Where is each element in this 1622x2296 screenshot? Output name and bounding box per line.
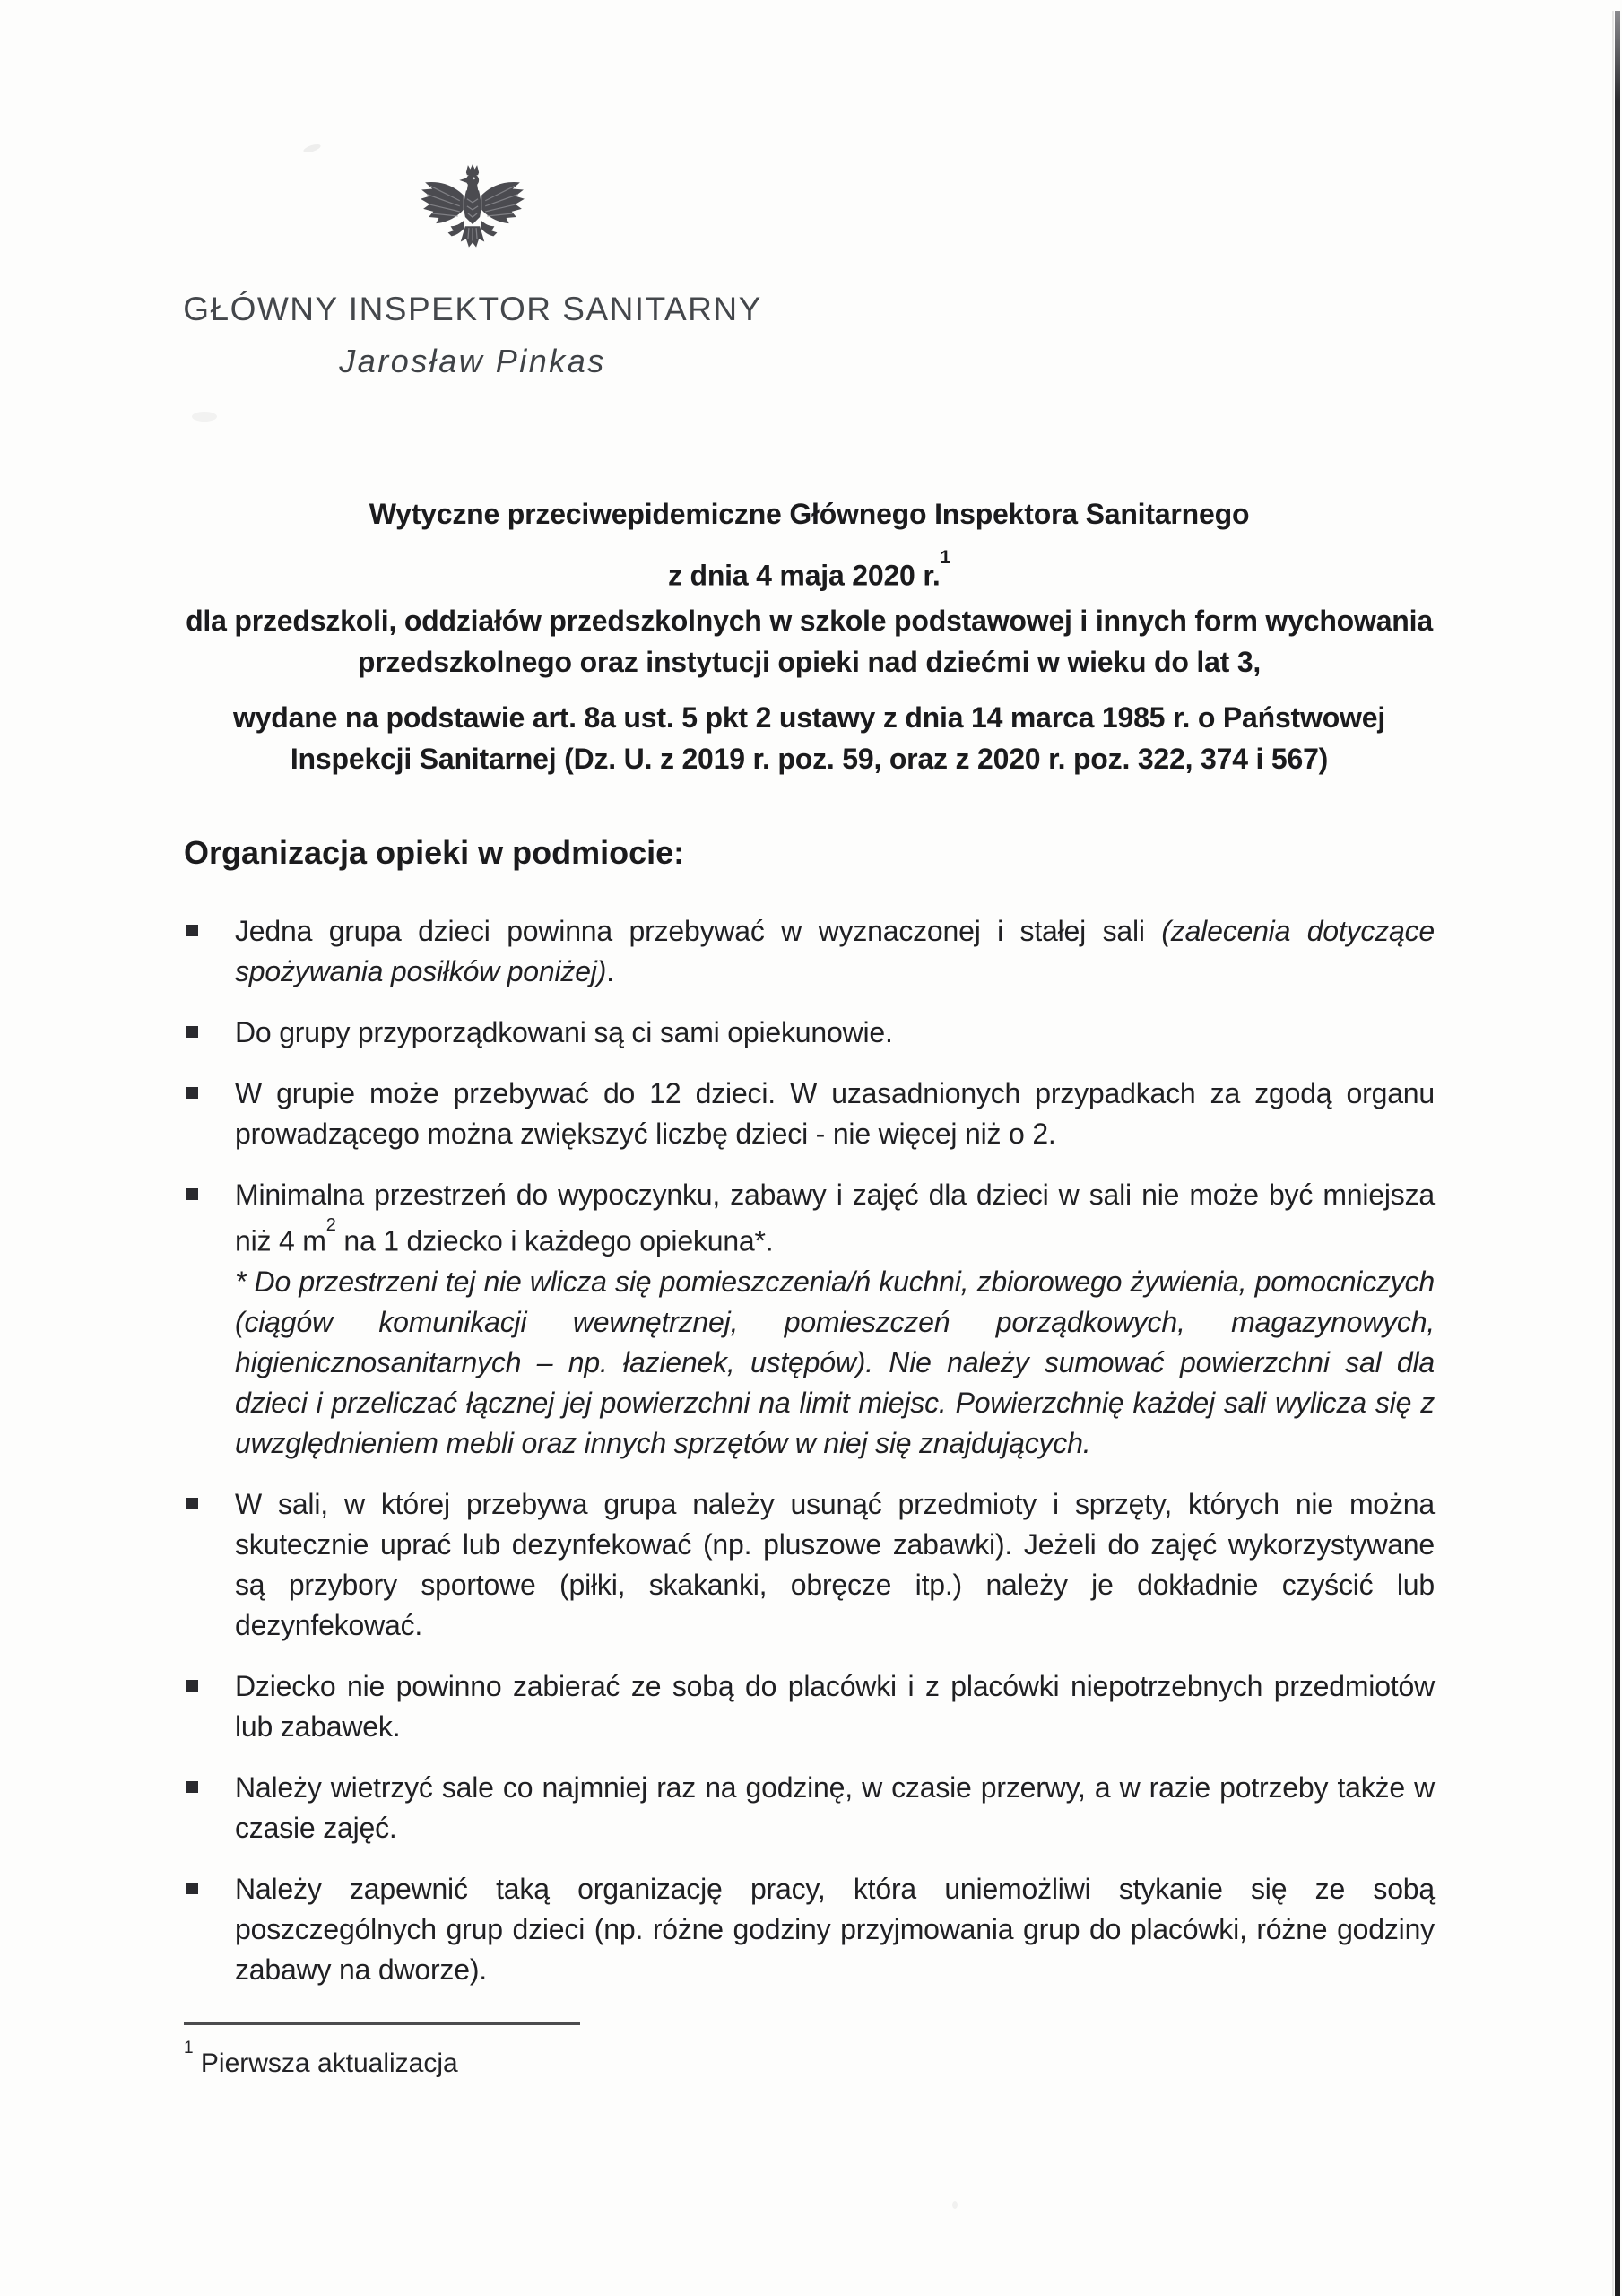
bullet-text: Jedna grupa dzieci powinna przebywać w wyznaczonej i stałej sali bbox=[235, 915, 1162, 947]
scan-edge-shadow bbox=[1612, 11, 1614, 2296]
signatory-name: Jarosław Pinkas bbox=[339, 343, 606, 379]
document-title: Wytyczne przeciwepidemiczne Głównego Inspektora Sanitarnego bbox=[369, 498, 1250, 530]
footnote bbox=[184, 2039, 1435, 2082]
footnote-divider bbox=[184, 2022, 580, 2025]
list-item bbox=[184, 1175, 1435, 1464]
title-block bbox=[184, 493, 1435, 779]
list-item bbox=[184, 1074, 1435, 1154]
list-item bbox=[184, 911, 1435, 992]
scan-edge-artifact bbox=[1615, 11, 1620, 2296]
bullet-text: . bbox=[606, 955, 614, 987]
scan-speck bbox=[302, 143, 321, 154]
bullet-text: W sali, w której przebywa grupa należy usunąć przedmioty i sprzęty, których nie można skutecznie uprać lub dezynfekować (np. pluszowe zabawki). Jeżeli do zajęć wykorzystywane są przybory sportowe (piłki, skakanki, obręcze itp.) należy je dokładnie czyścić lub dezynfekować. bbox=[235, 1487, 1435, 1641]
list-item bbox=[184, 1768, 1435, 1848]
bullet-square-icon bbox=[186, 1883, 198, 1894]
document-body bbox=[184, 832, 1435, 2082]
footnote-text: Pierwsza aktualizacja bbox=[200, 2048, 458, 2078]
bullet-text: Należy zapewnić taką organizację pracy, która uniemożliwi stykanie się ze sobą poszczególnych grup dzieci (np. różne godziny przyjmowania grup do placówki, różne godziny zabawy na dworze). bbox=[235, 1872, 1435, 1986]
bullet-text-italic: (zalecenia dotyczące spożywania posiłków poniżej) bbox=[235, 915, 1435, 987]
list-item bbox=[184, 1869, 1435, 1990]
bullet-text: Dziecko nie powinno zabierać ze sobą do placówki i z placówki niepotrzebnych przedmiotów lub zabawek. bbox=[235, 1669, 1435, 1743]
bullet-square-icon bbox=[186, 1498, 198, 1509]
legal-basis: wydane na podstawie art. 8a ust. 5 pkt 2 ustawy z dnia 14 marca 1985 r. o Państwowej Inspekcji Sanitarnej (Dz. U. z 2019 r. poz. 59, oraz z 2020 r. poz. 322, 374 i 567) bbox=[232, 700, 1386, 775]
bullet-text: Należy wietrzyć sale co najmniej raz na godzinę, w czasie przerwy, a w razie potrzeby także w czasie zajęć. bbox=[235, 1770, 1435, 1844]
list-item bbox=[184, 1484, 1435, 1646]
scan-speck bbox=[952, 2201, 958, 2209]
bullet-text: Do grupy przyporządkowani są ci sami opiekunowie. bbox=[235, 1016, 893, 1048]
list-item bbox=[184, 1013, 1435, 1053]
document-date: z dnia 4 maja 2020 r.$^1$ bbox=[667, 547, 951, 592]
superscript-2: 2 bbox=[325, 1215, 336, 1235]
bullet-square-icon bbox=[186, 1188, 198, 1200]
bullet-square-icon bbox=[186, 1781, 198, 1793]
scan-speck bbox=[192, 412, 217, 422]
bullet-square-icon bbox=[186, 1087, 198, 1099]
document-scope: dla przedszkoli, oddziałów przedszkolnych w szkole podstawowej i innych form wychowania przedszkolnego oraz instytucji opieki nad dziećmi w wieku do lat 3, bbox=[186, 604, 1433, 678]
footnote-ref-marker: 1 bbox=[940, 547, 951, 568]
bullet-text: Minimalna przestrzeń do wypoczynku, zabawy i zajęć dla dzieci w sali nie może być mniejsza niż 4 m bbox=[235, 1178, 1435, 1257]
list-item bbox=[184, 1666, 1435, 1747]
bullet-square-icon bbox=[186, 1026, 198, 1038]
bullet-square-icon bbox=[186, 1680, 198, 1692]
bullet-text: W grupie może przebywać do 12 dzieci. W uzasadnionych przypadkach za zgodą organu prowadzącego można zwiększyć liczbę dzieci - nie więcej niż o 2. bbox=[235, 1077, 1435, 1150]
bullet-square-icon bbox=[186, 925, 198, 936]
organization-name: GŁÓWNY INSPEKTOR SANITARNY bbox=[183, 291, 762, 327]
polish-eagle-emblem-icon bbox=[418, 163, 527, 267]
bullet-text: na 1 dziecko i każdego opiekuna*. bbox=[335, 1224, 774, 1257]
section-heading: Organizacja opieki w podmiocie: bbox=[184, 834, 685, 871]
asterisk-note: * Do przestrzeni tej nie wlicza się pomieszczenia/ń kuchni, zbiorowego żywienia, pomocniczych (ciągów komunikacji wewnętrznej, pomieszczeń porządkowych, magazynowych, higienicznosanitarnych – np. łazienek, ustępów). Nie należy sumować powierzchni sal dla dzieci i przeliczać łącznej jej powierzchni na limit miejsc. Powierzchnię każdej sali wylicza się z uwzględnieniem mebli oraz innych sprzętów w niej się znajdujących. bbox=[235, 1265, 1435, 1459]
bullet-list bbox=[184, 911, 1435, 1990]
footnote-ref: 1 bbox=[184, 2038, 194, 2057]
